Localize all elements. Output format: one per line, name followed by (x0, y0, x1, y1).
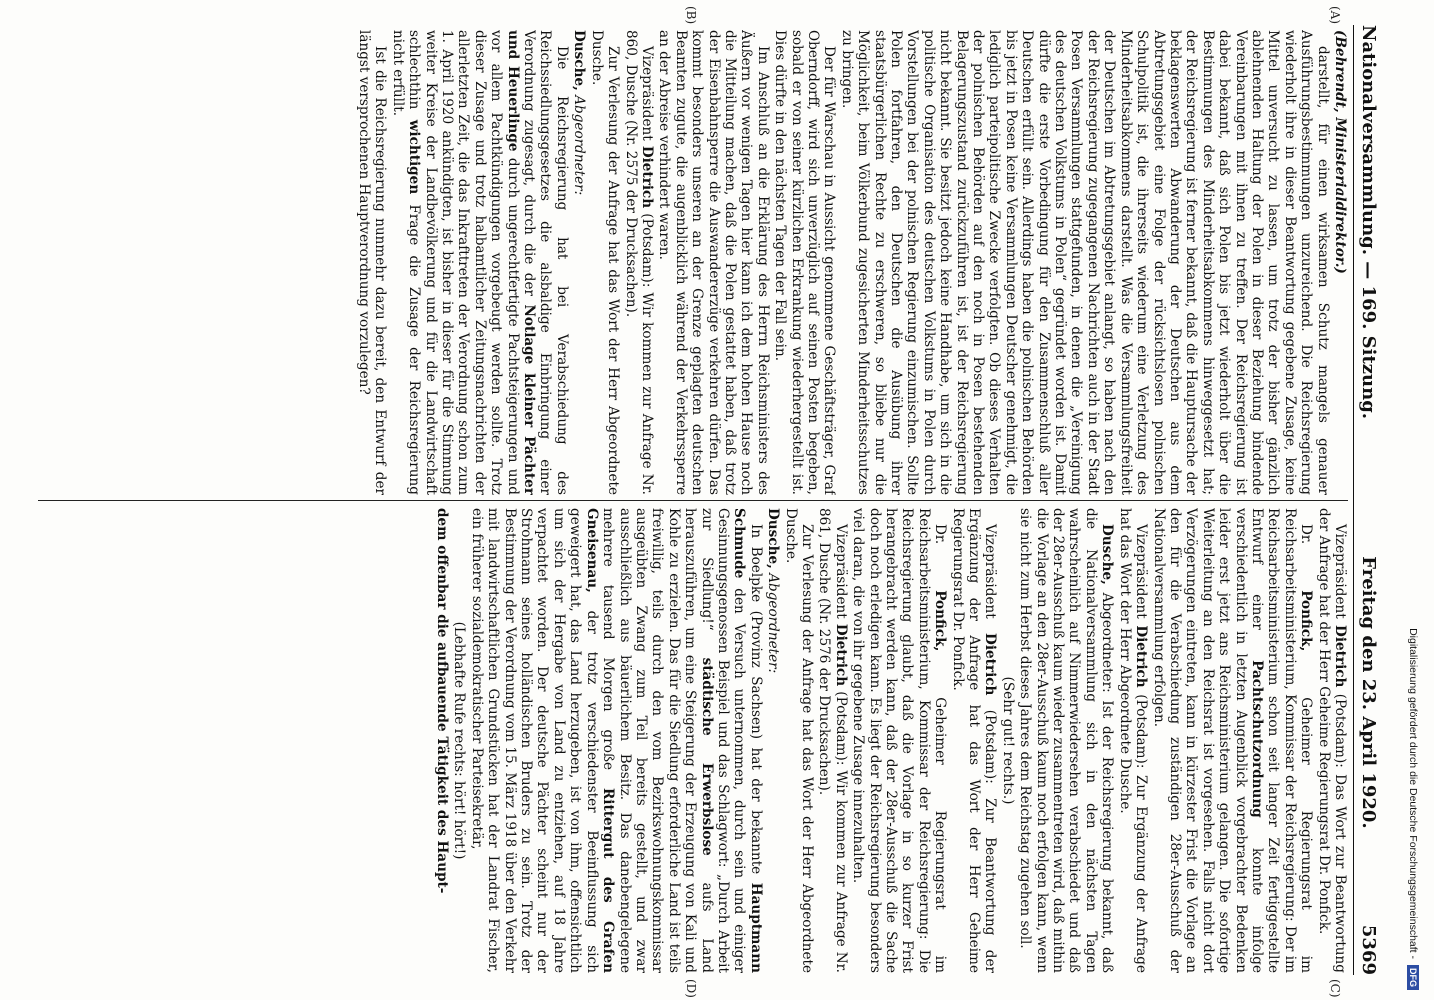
paragraph: Vizepräsident Dietrich (Potsdam): Wir kommen zur Anfrage Nr. 860, Dusche (Nr. 2575 der Drucksachen). (622, 30, 655, 495)
paragraph: Vizepräsident Dietrich (Potsdam): Wir kommen zur Anfrage Nr. 861, Dusche (Nr. 2576 der Drucksachen). (816, 508, 849, 973)
speaker-name: Dietrich (638, 145, 655, 209)
column-divider (38, 500, 1348, 501)
paragraph: Der für Warschau in Aussicht genommene Geschäftsträger, Graf Oberndorff, wird sich unverzüglich auf seinen Posten begeben, sobald er von seiner kürzlichen Erkrankung wiederhergestellt ist. Dies dürfte in den nächsten Tagen der Fall sein. (772, 30, 838, 495)
dfg-logo: DFG (1407, 965, 1419, 990)
paragraph: Im Anschluß an die Erklärung des Herrn Reichsministers des Äußern vor wenigen Tagen hier kann ich dem hohen Hause noch die Mitteilung machen, daß die Polen gestattet haben, daß trotz der Eisenbahnsperre die Auswandererzüge verkehren dürfen. Das kommt besonders unseren an der Grenze geplagten deutschen Beamten zugute, die augenblicklich während der Verkehrssperre an der Abreise verhindert waren. (656, 30, 771, 495)
speaker-line: Dusche, Abgeordneter: (765, 508, 782, 674)
paragraph: Ist die Reichsregierung nunmehr dazu bereit, den Entwurf der längst versprochenen Hauptverordnung vorzulegen? (356, 30, 389, 495)
interjection: (Sehr gut! rechts.) (999, 676, 1016, 805)
paragraph: Die Reichsregierung hat bei Verabschiedung des Reichssiedlungsgesetzes die alsbaldige Einbringung einer Verordnung zugesagt, durch die der Notlage kleiner Pächter und Heuerlinge durch ungerechtfertigte Pachtsteigerungen und vor allem Pachtkündigungen vorgebeugt werden sollte. Trotz dieser Zusage und trotz halbamtlicher Zeitungsnachrichten der allerletzten Zeit, die das Inkrafttreten der Verordnung schon zum 1. April 1920 ankündigten, ist bisher in dieser für die Stimmung weiter Kreise der Landbevölkerung und für die Landwirtschaft schlechthin wichtigen Frage die Zusage der Reichsregierung nicht erfüllt. (389, 30, 570, 495)
credit-text: Digitalisierung gefördert durch die Deutsche Forschungsgemeinschaft - (1407, 628, 1419, 959)
paragraph: Zur Verlesung der Anfrage hat das Wort der Herr Abgeordnete Dusche. (588, 30, 622, 495)
speaker-name: Dietrich (1133, 625, 1150, 688)
speaker-name: Dietrich (982, 633, 999, 696)
interjection: (Lebhafte Rufe rechts: hört! hört!) (451, 621, 468, 860)
page-header (1353, 25, 1394, 975)
speaker-name: Dusche, (571, 30, 588, 91)
paragraph: Dr. Ponfick, Geheimer Regierungsrat im Reichsarbeitsministerium, Kommissar der Reichsregierung: Der im Reichsarbeitsministerium schon seit langer Zeit fertiggestellte Entwurf einer Pachtschutzordnung konnte infolge verschiedentlich in letzten Augenblick vorgebrachter Bedenken leider erst jetzt ans Reichsministerium gelangen. Die sofortige Weiterleitung an den Reichsrat ist vorgesehen. Falls nicht dort Verzögerungen eintreten, kann in kürzester Frist die Vorlage an den für die Verabschiedung zuständigen 28er-Ausschuß der Nationalversammlung erfolgen. (1150, 508, 1315, 973)
paragraph: dem offenbar die aufbauende Tätigkeit des Haupt- (434, 508, 451, 894)
speaker-name: Dusche, (1099, 524, 1116, 585)
speaker-name: Ponfick, (1298, 590, 1315, 652)
page-number: 5369 (1358, 924, 1379, 975)
paragraph: Dr. Ponfick, Geheimer Regierungsrat im Reichsarbeitsministerium, Kommissar der Reichsregierung: Die Reichsregierung glaubt, daß die Vorlage in so kurzer Frist herangebracht werden kann, daß der 28er-Ausschuß die Sache doch noch erledigen kann. Es liegt der Reichsregierung besonders viel daran, die von ihr gegebene Zusage innezuhalten. (850, 508, 949, 973)
margin-marker-d: (D) (684, 979, 698, 998)
header-session: Nationalversammlung. — 169. Sitzung. (1358, 25, 1379, 420)
margin-marker-c: (C) (1328, 979, 1342, 998)
speaker-name: Dusche, (765, 508, 782, 569)
paragraph: darstellt, für einen wirksamen Schutz mangels genauer Ausführungsbestimmungen unzureichend. Die Reichsregierung wiederholt ihre in dieser Beantwortung gegebene Zusage, keine Mittel unversucht zu lassen, um trotz der bisher gänzlich ablehnenden Haltung der Polen in dieser Beziehung bindende Vereinbarungen mit ihnen zu treffen. Der Reichsregierung ist dabei bekannt, daß sich Polen bis jetzt wiederholt über die Bestimmungen des Minderheitsabkommens hinweggesetzt hat; der Reichsregierung ist ferner bekannt, daß die Hauptursache der beklagenswerten Abwanderung der Deutschen aus dem Abtretungsgebiet eine Folge der rücksichtslosen polnischen Schulpolitik ist, die ihrerseits wiederum eine Verletzung des Minderheitsabkommens darstellt. Was die Versammlungsfreiheit der Deutschen im Abtretungsgebiet anlangt, so haben nach den der Reichsregierung zugegangenen Nachrichten auch in der Stadt Posen Versammlungen stattgefunden, in denen die „Vereinigung des deutschen Volkstums in Polen“ gegründet worden ist. Damit dürfte die erste Vorbedingung für den Zusammenschluß aller Deutschen erfüllt sein. Allerdings haben die polnischen Behörden bis jetzt in Posen keine Versammlungen Deutscher genehmigt, die lediglich parteipolitische Zwecke verfolgten. Ob dieses Verhalten der polnischen Behörden auf den noch in Posen bestehenden Belagerungszustand zurückzuführen ist, ist der Reichsregierung nicht bekannt. Sie besitzt jedoch keine Handhabe, um sich in die politische Organisation des deutschen Volkstums in Polen durch Vorstellungen bei der polnischen Regierung einzumischen. Sollte Polen fortfahren, den Deutschen die Ausübung ihrer staatsbürgerlichen Rechte zu erschweren, so bliebe nur die Möglichkeit, beim Völkerbund zugesicherten Minderheitsschutzes zu bringen. (838, 30, 1331, 495)
speaker-name: Dietrich (832, 623, 849, 687)
paragraph: Zur Verlesung der Anfrage hat das Wort der Herr Abgeordnete Dusche. (782, 508, 815, 973)
margin-marker-a: (A) (1328, 6, 1342, 25)
margin-marker-b: (B) (684, 6, 698, 25)
paragraph: Vizepräsident Dietrich (Potsdam): Zur Beantwortung der Ergänzung der Anfrage hat das Wort der Herr Geheime Regierungsrat Dr. Ponfick. (949, 508, 999, 973)
speaker-heading: (Behrendt, Ministerialdirektor.) (1332, 30, 1348, 274)
left-column (48, 30, 1348, 495)
paragraph: Dusche, Abgeordneter: Ist der Reichsregierung bekannt, daß die Nationalversammlung sich in den nächsten Tagen wahrscheinlich auf Nimmerwiedersehen verabschiedet und daß der 28er-Ausschuß kaum wieder zusammentreten wird, daß mithin die Vorlage an den 28er-Ausschuß kaum noch erfolgen kann, wenn sie nicht zum Herbst dieses Jahres dem Reichstag zugehen soll. (1017, 508, 1116, 973)
speaker-line: Dusche, Abgeordneter: (571, 30, 588, 196)
paragraph: In Boelpke (Provinz Sachsen) hat der bekannte Hauptmann Schmude den Versuch unternommen, durch sein und einiger Gesinnungsgenossen Beispiel und das Schlagwort: „Durch Arbeit zur Siedlung!“ städtische Erwerbslose aufs Land herauszuführen, um eine Steigerung der Erzeugung von Kali und Kohle zu erzielen. Das für die Siedlung erforderliche Land ist teils freiwillig, teils durch den vom Bezirkswohnungskommissar ausgeübten Zwang zum Teil bereits gestellt, und zwar ausschließlich aus bäuerlichem Besitz. Das danebengelegene mehrere tausend Morgen große Rittergut des Grafen Gneisenau, der trotz verschiedenster Beeinflussung sich geweigert hat, das Land herzugeben, ist von ihm, offensichtlich um sich der Hergabe von Land zu entziehen, auf 18 Jahre verpachtet worden. Der deutsche Pächter scheint nur der Strohmann seines holländischen Bruders zu sein. Trotz der Bestimmung der Verordnung vom 15. März 1918 über den Verkehr mit landwirtschaftlichen Grundstücken hat der Landrat Fischer, ein früherer sozialdemokratischer Parteisekretär, (468, 508, 764, 973)
header-date: Freitag den 23. April 1920. (1358, 556, 1379, 829)
digitization-credit (1402, 10, 1424, 990)
paragraph: Vizepräsident Dietrich (Potsdam): Zur Ergänzung der Anfrage hat das Wort der Herr Abgeordnete Dusche. (1116, 508, 1150, 973)
speaker-name: Dietrich (1332, 625, 1348, 688)
paragraph: Vizepräsident Dietrich (Potsdam): Das Wort zur Beantwortung der Anfrage hat der Herr Geheime Regierungsrat Dr. Ponfick. (1315, 508, 1348, 973)
right-column (48, 508, 1348, 973)
speaker-name: Ponfick, (932, 590, 949, 652)
